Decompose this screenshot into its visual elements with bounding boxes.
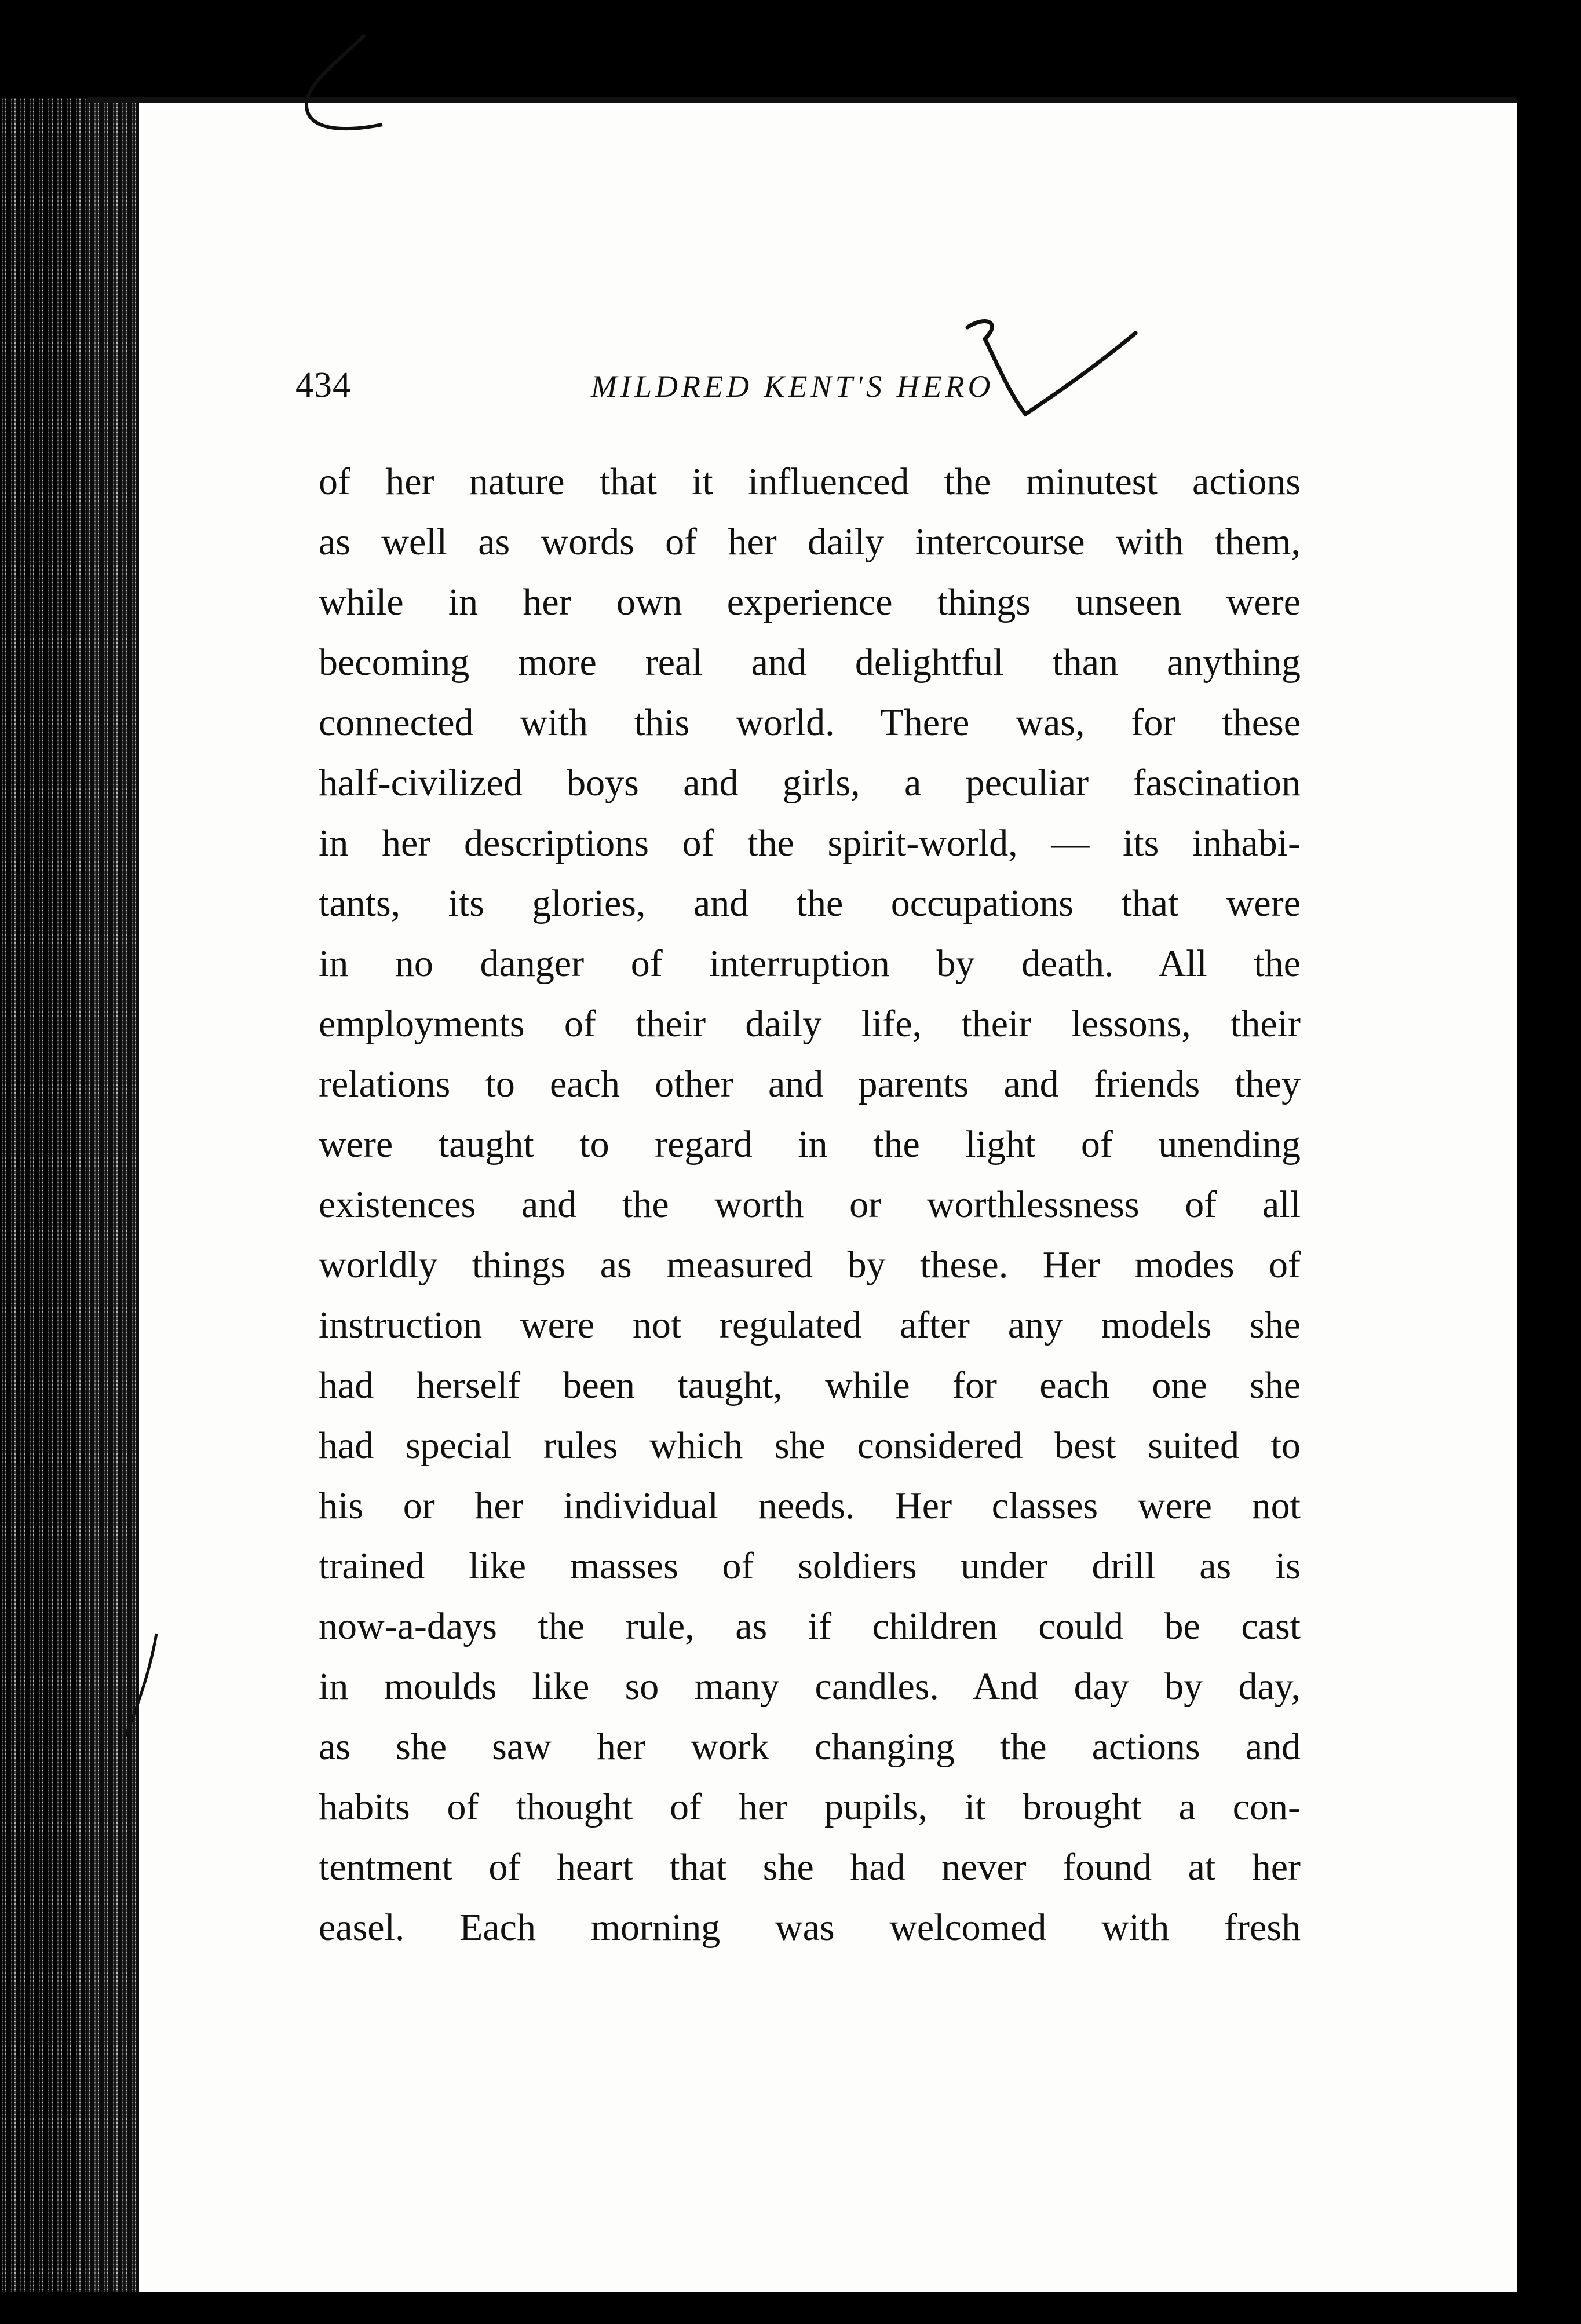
running-head — [295, 365, 1338, 411]
text-line: worldly things as measured by these. Her modes of — [319, 1244, 1301, 1286]
scan-left-margin-noise — [0, 98, 139, 2294]
text-line: relations to each other and parents and friends they — [319, 1063, 1301, 1105]
text-line: in moulds like so many candles. And day by day, — [319, 1665, 1301, 1708]
running-title: MILDRED KENT'S HERO — [591, 369, 994, 404]
text-line: while in her own experience things unseen were — [319, 581, 1301, 623]
scan-right-border — [1517, 0, 1581, 2324]
text-line: his or her individual needs. Her classes were not — [319, 1485, 1301, 1527]
text-line: employments of their daily life, their lessons, their — [319, 1003, 1301, 1045]
text-line: of her nature that it influenced the minutest actions — [319, 461, 1301, 503]
text-line: had special rules which she considered best suited to — [319, 1424, 1301, 1467]
text-line: tentment of heart that she had never found at her — [319, 1846, 1301, 1888]
handwritten-check-mark — [950, 316, 1141, 432]
text-line: trained like masses of soldiers under drill as is — [319, 1545, 1301, 1587]
text-line: habits of thought of her pupils, it brought a con- — [319, 1786, 1301, 1828]
text-line: had herself been taught, while for each one she — [319, 1364, 1301, 1406]
pencil-scribble-mark — [290, 23, 429, 139]
text-line: existences and the worth or worthlessness of all — [319, 1183, 1301, 1226]
text-line: as she saw her work changing the actions and — [319, 1726, 1301, 1768]
text-line: in her descriptions of the spirit-world, — its inhabi- — [319, 822, 1301, 864]
text-line: half-civilized boys and girls, a peculiar fascination — [319, 762, 1301, 804]
body-text — [319, 452, 1301, 1958]
text-line: in no danger of interruption by death. All the — [319, 942, 1301, 985]
text-line: easel. Each morning was welcomed with fresh — [319, 1906, 1301, 1949]
page-number: 434 — [295, 366, 351, 405]
text-line: now-a-days the rule, as if children could be cast — [319, 1605, 1301, 1647]
scan-top-border — [0, 0, 1581, 98]
text-line: connected with this world. There was, for these — [319, 701, 1301, 744]
text-line: as well as words of her daily intercourse with them, — [319, 521, 1301, 563]
text-line: were taught to regard in the light of unending — [319, 1123, 1301, 1165]
text-line: instruction were not regulated after any models she — [319, 1304, 1301, 1346]
scan-bottom-border — [0, 2292, 1581, 2324]
text-line: tants, its glories, and the occupations that were — [319, 882, 1301, 925]
margin-pen-stroke — [116, 1628, 168, 1744]
text-line: becoming more real and delightful than anything — [319, 641, 1301, 684]
